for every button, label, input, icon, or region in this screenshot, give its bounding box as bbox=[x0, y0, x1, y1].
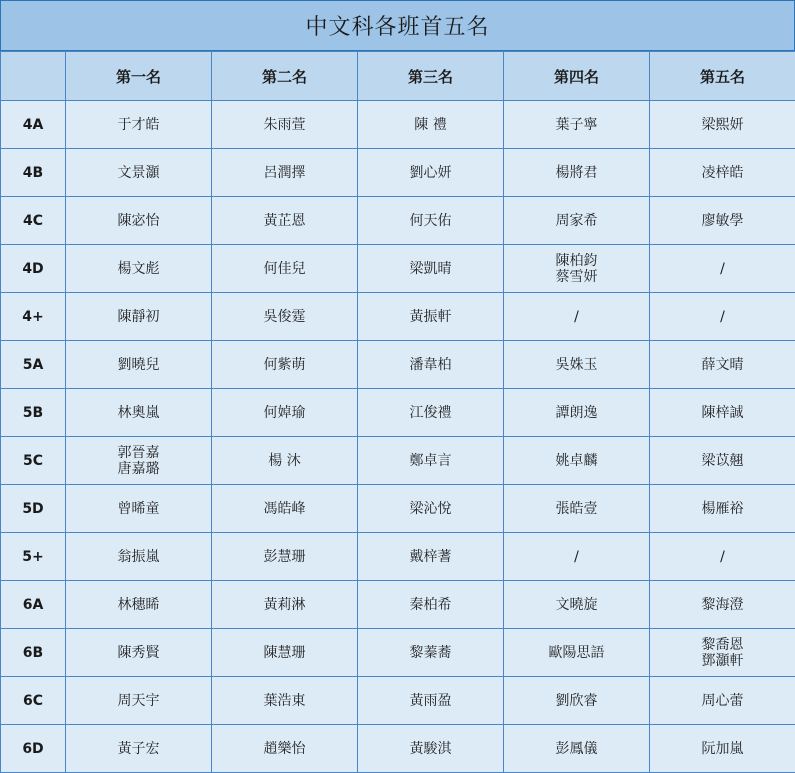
rank-cell bbox=[212, 101, 358, 149]
rank-cell bbox=[212, 437, 358, 485]
column-header-2nd: 第二名 bbox=[212, 52, 358, 101]
student-name: 凌梓皓 bbox=[650, 165, 795, 181]
student-name: 陳宓怡 bbox=[66, 213, 211, 229]
student-name: 鄭卓言 bbox=[358, 453, 503, 469]
rank-cell bbox=[66, 725, 212, 773]
table-row bbox=[1, 389, 795, 437]
student-name: 文景灝 bbox=[66, 165, 211, 181]
rank-cell bbox=[504, 629, 650, 677]
rank-cell bbox=[212, 533, 358, 581]
rank-cell bbox=[650, 629, 795, 677]
class-label: 5+ bbox=[1, 533, 66, 581]
rank-cell bbox=[358, 485, 504, 533]
rank-cell bbox=[504, 101, 650, 149]
rank-cell bbox=[358, 389, 504, 437]
rank-cell bbox=[504, 581, 650, 629]
rank-cell bbox=[504, 197, 650, 245]
student-name: 陳靜初 bbox=[66, 309, 211, 325]
student-name: 曾晞童 bbox=[66, 501, 211, 517]
table-row bbox=[1, 245, 795, 293]
student-name: 楊將君 bbox=[504, 165, 649, 181]
column-header-5th: 第五名 bbox=[650, 52, 795, 101]
student-name: 林奧嵐 bbox=[66, 405, 211, 421]
student-name: 阮加嵐 bbox=[650, 741, 795, 757]
student-name: 何婥瑜 bbox=[212, 405, 357, 421]
rank-cell bbox=[66, 437, 212, 485]
student-name: 張皓壹 bbox=[504, 501, 649, 517]
rank-cell bbox=[212, 629, 358, 677]
student-name: / bbox=[650, 549, 795, 565]
class-label: 6C bbox=[1, 677, 66, 725]
student-name: / bbox=[504, 309, 649, 325]
rank-cell bbox=[650, 293, 795, 341]
table-body bbox=[1, 101, 795, 773]
rank-cell bbox=[358, 437, 504, 485]
rank-cell bbox=[504, 437, 650, 485]
student-name: 姚卓麟 bbox=[504, 453, 649, 469]
rank-cell bbox=[650, 437, 795, 485]
rank-cell bbox=[212, 677, 358, 725]
student-name: 梁苡翹 bbox=[650, 453, 795, 469]
student-name: 葉子寧 bbox=[504, 117, 649, 133]
student-name: 楊文彪 bbox=[66, 261, 211, 277]
column-header-3rd: 第三名 bbox=[358, 52, 504, 101]
student-name: 黎喬恩 bbox=[650, 637, 795, 653]
student-name: 陳梓誠 bbox=[650, 405, 795, 421]
rank-cell bbox=[650, 533, 795, 581]
rank-cell bbox=[66, 245, 212, 293]
rank-cell bbox=[66, 485, 212, 533]
rank-cell bbox=[66, 149, 212, 197]
table-row bbox=[1, 101, 795, 149]
student-name: 黃雨盈 bbox=[358, 693, 503, 709]
rank-cell bbox=[66, 581, 212, 629]
rank-cell bbox=[66, 341, 212, 389]
student-name: 譚朗逸 bbox=[504, 405, 649, 421]
student-name: 朱雨萱 bbox=[212, 117, 357, 133]
table-row bbox=[1, 293, 795, 341]
student-name: 梁凱晴 bbox=[358, 261, 503, 277]
rank-cell bbox=[358, 533, 504, 581]
rank-cell bbox=[358, 101, 504, 149]
rank-cell bbox=[358, 293, 504, 341]
student-name: 秦柏希 bbox=[358, 597, 503, 613]
student-name: 陳柏鈞 bbox=[504, 253, 649, 269]
rank-cell bbox=[358, 677, 504, 725]
class-label: 5A bbox=[1, 341, 66, 389]
student-name: 劉心妍 bbox=[358, 165, 503, 181]
class-label: 4B bbox=[1, 149, 66, 197]
student-name: / bbox=[504, 549, 649, 565]
table-row bbox=[1, 629, 795, 677]
rank-cell bbox=[212, 197, 358, 245]
student-name: 梁沁悅 bbox=[358, 501, 503, 517]
student-name: 翁振嵐 bbox=[66, 549, 211, 565]
student-name: 楊 沐 bbox=[212, 453, 357, 469]
student-name: 吳姝玉 bbox=[504, 357, 649, 373]
student-name: 彭慧珊 bbox=[212, 549, 357, 565]
rank-cell bbox=[504, 485, 650, 533]
rank-cell bbox=[66, 197, 212, 245]
student-name: 何佳兒 bbox=[212, 261, 357, 277]
corner-cell bbox=[1, 52, 66, 101]
rank-cell bbox=[650, 581, 795, 629]
rank-cell bbox=[358, 245, 504, 293]
student-name: 劉欣睿 bbox=[504, 693, 649, 709]
rank-cell bbox=[358, 725, 504, 773]
rank-cell bbox=[504, 149, 650, 197]
student-name: 楊雁裕 bbox=[650, 501, 795, 517]
table-row bbox=[1, 581, 795, 629]
student-name: 周天宇 bbox=[66, 693, 211, 709]
student-name: 梁熙妍 bbox=[650, 117, 795, 133]
class-label: 5B bbox=[1, 389, 66, 437]
student-name: / bbox=[650, 261, 795, 277]
student-name: 黃莉淋 bbox=[212, 597, 357, 613]
rank-cell bbox=[66, 629, 212, 677]
rank-cell bbox=[504, 677, 650, 725]
ranking-table bbox=[0, 51, 795, 773]
student-name: 陳 禮 bbox=[358, 117, 503, 133]
rank-cell bbox=[358, 197, 504, 245]
rank-cell bbox=[212, 725, 358, 773]
rank-cell bbox=[504, 533, 650, 581]
student-name: 文曉旋 bbox=[504, 597, 649, 613]
rank-cell bbox=[650, 725, 795, 773]
table-row bbox=[1, 677, 795, 725]
rank-cell bbox=[212, 485, 358, 533]
student-name: 彭鳳儀 bbox=[504, 741, 649, 757]
rank-cell bbox=[650, 485, 795, 533]
student-name: 歐陽思語 bbox=[504, 645, 649, 661]
student-name: 蔡雪妍 bbox=[504, 269, 649, 285]
student-name: 唐嘉璐 bbox=[66, 461, 211, 477]
rank-cell bbox=[650, 149, 795, 197]
table-row bbox=[1, 149, 795, 197]
class-label: 6D bbox=[1, 725, 66, 773]
rank-cell bbox=[504, 725, 650, 773]
rank-cell bbox=[212, 245, 358, 293]
rank-cell bbox=[212, 389, 358, 437]
rank-cell bbox=[358, 629, 504, 677]
student-name: 廖敏學 bbox=[650, 213, 795, 229]
table-row bbox=[1, 725, 795, 773]
student-name: 何天佑 bbox=[358, 213, 503, 229]
student-name: 潘韋柏 bbox=[358, 357, 503, 373]
rank-cell bbox=[504, 341, 650, 389]
student-name: 陳秀賢 bbox=[66, 645, 211, 661]
class-label: 5D bbox=[1, 485, 66, 533]
class-label: 6B bbox=[1, 629, 66, 677]
table-row bbox=[1, 485, 795, 533]
class-label: 6A bbox=[1, 581, 66, 629]
student-name: 黎蓁蕎 bbox=[358, 645, 503, 661]
student-name: 周家希 bbox=[504, 213, 649, 229]
header-row bbox=[1, 52, 795, 101]
student-name: 戴梓蓍 bbox=[358, 549, 503, 565]
student-name: / bbox=[650, 309, 795, 325]
student-name: 鄧灝軒 bbox=[650, 653, 795, 669]
table-row bbox=[1, 437, 795, 485]
class-label: 5C bbox=[1, 437, 66, 485]
rank-cell bbox=[650, 677, 795, 725]
student-name: 黃駿淇 bbox=[358, 741, 503, 757]
student-name: 郭晉嘉 bbox=[66, 445, 211, 461]
rank-cell bbox=[212, 341, 358, 389]
student-name: 于才皓 bbox=[66, 117, 211, 133]
student-name: 吳俊霆 bbox=[212, 309, 357, 325]
class-label: 4A bbox=[1, 101, 66, 149]
student-name: 馮皓峰 bbox=[212, 501, 357, 517]
student-name: 何紫萌 bbox=[212, 357, 357, 373]
table-title: 中文科各班首五名 bbox=[0, 0, 795, 51]
class-label: 4C bbox=[1, 197, 66, 245]
student-name: 黃芷恩 bbox=[212, 213, 357, 229]
rank-cell bbox=[358, 581, 504, 629]
rank-cell bbox=[66, 533, 212, 581]
rank-cell bbox=[650, 341, 795, 389]
rank-cell bbox=[66, 677, 212, 725]
column-header-4th: 第四名 bbox=[504, 52, 650, 101]
student-name: 呂潤擇 bbox=[212, 165, 357, 181]
student-name: 黃子宏 bbox=[66, 741, 211, 757]
rank-cell bbox=[504, 245, 650, 293]
rank-cell bbox=[650, 389, 795, 437]
rank-cell bbox=[66, 293, 212, 341]
class-label: 4+ bbox=[1, 293, 66, 341]
rank-cell bbox=[358, 341, 504, 389]
rank-cell bbox=[212, 149, 358, 197]
rank-cell bbox=[66, 389, 212, 437]
student-name: 趙樂怡 bbox=[212, 741, 357, 757]
student-name: 周心蕾 bbox=[650, 693, 795, 709]
rank-cell bbox=[650, 245, 795, 293]
student-name: 劉曉兒 bbox=[66, 357, 211, 373]
table-row bbox=[1, 533, 795, 581]
rank-cell bbox=[212, 293, 358, 341]
student-name: 黃振軒 bbox=[358, 309, 503, 325]
table-row bbox=[1, 197, 795, 245]
student-name: 薛文晴 bbox=[650, 357, 795, 373]
rank-cell bbox=[358, 149, 504, 197]
student-name: 陳慧珊 bbox=[212, 645, 357, 661]
rank-cell bbox=[650, 101, 795, 149]
table-row bbox=[1, 341, 795, 389]
student-name: 林穗睎 bbox=[66, 597, 211, 613]
rank-cell bbox=[650, 197, 795, 245]
student-name: 黎海澄 bbox=[650, 597, 795, 613]
class-label: 4D bbox=[1, 245, 66, 293]
student-name: 葉浩東 bbox=[212, 693, 357, 709]
column-header-1st: 第一名 bbox=[66, 52, 212, 101]
rank-cell bbox=[212, 581, 358, 629]
student-name: 江俊禮 bbox=[358, 405, 503, 421]
rank-cell bbox=[66, 101, 212, 149]
rank-cell bbox=[504, 293, 650, 341]
rank-cell bbox=[504, 389, 650, 437]
